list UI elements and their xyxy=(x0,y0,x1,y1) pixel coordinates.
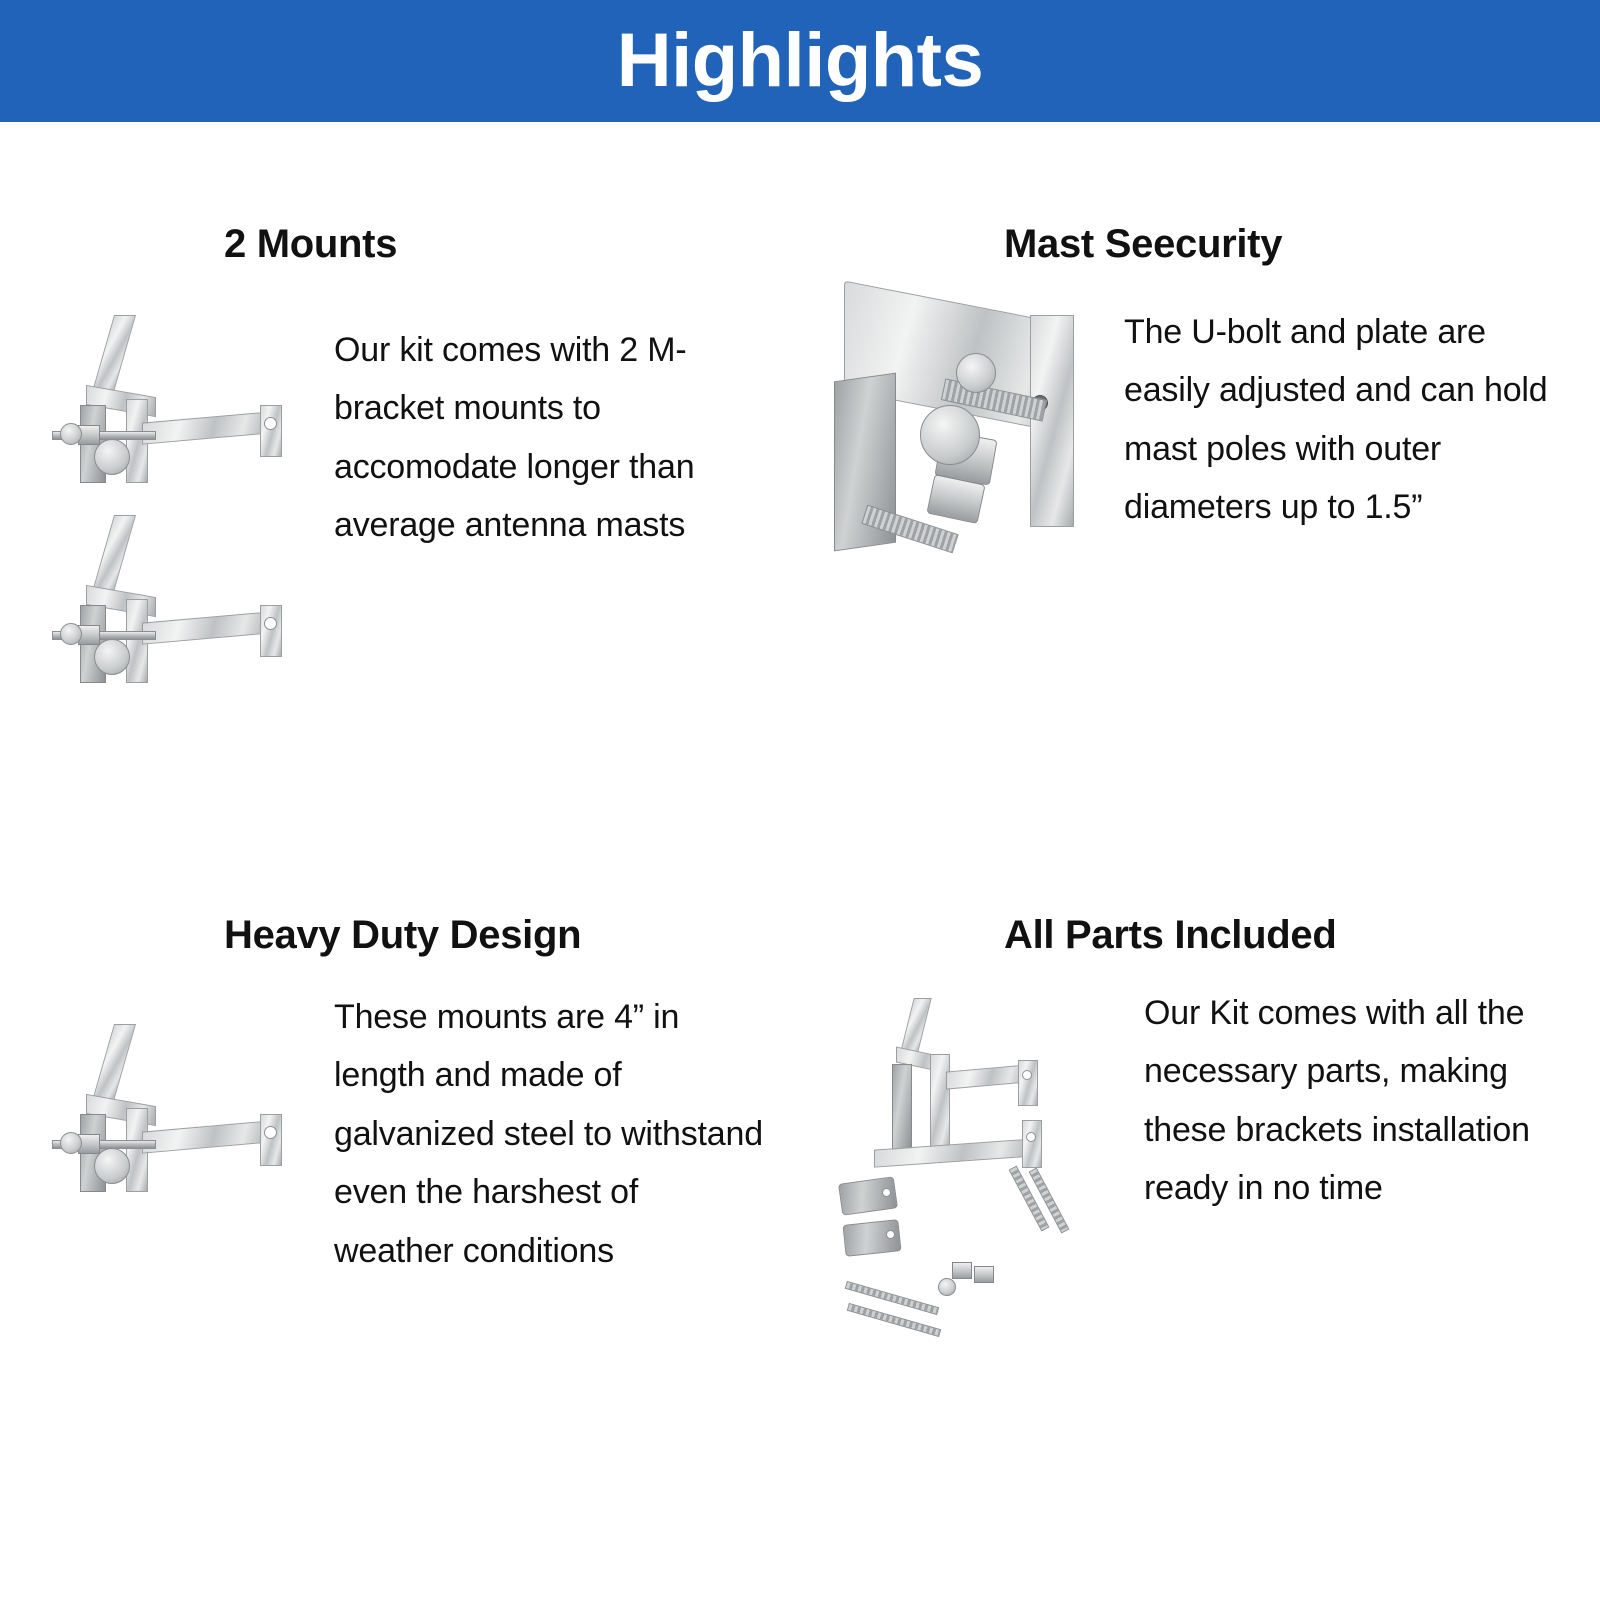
section-text: The U-bolt and plate are easily adjusted and can hold mast poles with outer diameters up to 1.5” xyxy=(1124,313,1548,527)
section-body xyxy=(24,303,776,733)
highlights-row-bottom xyxy=(0,853,1600,1384)
m-bracket-icon xyxy=(34,1022,284,1212)
section-all-parts-included xyxy=(800,853,1600,1384)
page-title: Highlights xyxy=(616,18,984,103)
section-title: Mast Seecurity xyxy=(1004,222,1283,266)
highlights-row-top xyxy=(0,122,1600,733)
section-body xyxy=(824,303,1576,623)
section-body xyxy=(824,994,1576,1384)
header-bar xyxy=(0,0,1600,122)
section-mast-security xyxy=(800,122,1600,733)
section-two-mounts xyxy=(0,122,800,733)
section-heavy-duty-design xyxy=(0,853,800,1384)
m-bracket-icon xyxy=(34,513,284,703)
section-text: Our Kit comes with all the necessary parts, making these brackets installation ready in no time xyxy=(1144,994,1530,1208)
two-mounts-image xyxy=(24,303,304,733)
section-title: 2 Mounts xyxy=(224,222,398,266)
highlights-grid xyxy=(0,122,1600,1384)
heavy-duty-mount-image xyxy=(24,994,304,1324)
all-parts-image xyxy=(834,994,1114,1384)
section-title: Heavy Duty Design xyxy=(224,913,582,957)
section-body xyxy=(24,994,776,1324)
section-text: Our kit comes with 2 M-bracket mounts to accomodate longer than average antenna masts xyxy=(334,331,695,545)
u-bolt-plate-image xyxy=(834,303,1094,623)
section-text: These mounts are 4” in length and made of galvanized steel to withstand even the harshest of weather conditions xyxy=(334,998,763,1270)
section-title: All Parts Included xyxy=(1004,913,1337,957)
m-bracket-icon xyxy=(34,313,284,503)
